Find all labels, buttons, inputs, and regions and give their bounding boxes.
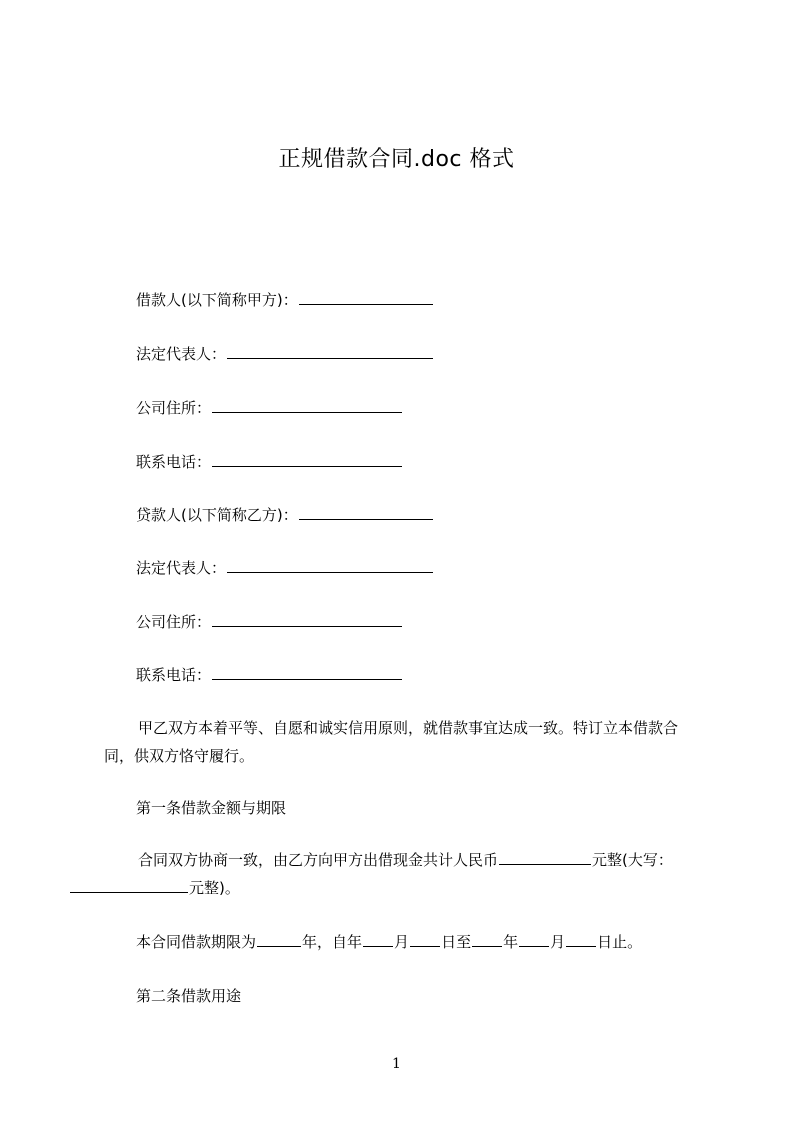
lender-address-blank[interactable]: [212, 612, 402, 627]
borrower-address-blank[interactable]: [212, 398, 402, 413]
borrower-blank[interactable]: [299, 290, 433, 305]
borrower-label: 借款人(以下简称甲方)：: [136, 291, 298, 309]
term-to-year-blank[interactable]: [472, 932, 502, 947]
borrower-phone-line: [136, 452, 403, 472]
term-to-day-label: 日止。: [597, 933, 643, 951]
lender-label: 贷款人(以下简称乙方)：: [136, 506, 298, 524]
article1-heading: 第一条借款金额与期限: [136, 799, 287, 817]
lender-line: [136, 505, 434, 525]
term-to-month-label: 月: [550, 933, 566, 951]
lender-phone-line: [136, 665, 403, 685]
borrower-rep-label: 法定代表人：: [136, 345, 227, 363]
lender-address-line: [136, 612, 403, 632]
borrower-address-label: 公司住所：: [136, 399, 212, 417]
article1-term-line: [136, 932, 642, 952]
term-from-month-label: 月: [394, 933, 410, 951]
amount-text-3: 元整)。: [189, 879, 240, 897]
article2-heading: 第二条借款用途: [136, 987, 242, 1005]
borrower-address-line: [136, 398, 403, 418]
borrower-rep-blank[interactable]: [227, 344, 433, 359]
term-from-day-label: 日至: [441, 933, 472, 951]
lender-rep-label: 法定代表人：: [136, 559, 227, 577]
term-from-month-blank[interactable]: [363, 932, 393, 947]
term-from-day-blank[interactable]: [410, 932, 440, 947]
borrower-line: [136, 290, 434, 310]
term-to-year-label: 年: [503, 933, 519, 951]
intro-paragraph: 甲乙双方本着平等、自愿和诚实信用原则，就借款事宜达成一致。特订立本借款合同，供双方恪守履行。: [104, 719, 679, 765]
amount-text-1: 合同双方协商一致，由乙方向甲方出借现金共计人民币: [138, 851, 499, 869]
lender-phone-label: 联系电话：: [136, 666, 212, 684]
term-years-blank[interactable]: [257, 932, 301, 947]
term-to-day-blank[interactable]: [566, 932, 596, 947]
lender-phone-blank[interactable]: [212, 665, 402, 680]
lender-rep-line: [136, 558, 434, 578]
article1-amount-paragraph: [104, 846, 704, 902]
borrower-phone-blank[interactable]: [212, 452, 402, 467]
lender-address-label: 公司住所：: [136, 613, 212, 631]
term-to-month-blank[interactable]: [519, 932, 549, 947]
page-number: 1: [392, 1056, 401, 1072]
amount-text-2: 元整(大写：: [592, 851, 673, 869]
document-title: 正规借款合同.doc 格式: [278, 147, 515, 172]
borrower-rep-line: [136, 344, 434, 364]
term-text-1: 本合同借款期限为: [136, 933, 257, 951]
term-from-year-label: 年: [347, 933, 363, 951]
amount-figure-blank[interactable]: [499, 850, 591, 865]
borrower-phone-label: 联系电话：: [136, 453, 212, 471]
amount-words-blank[interactable]: [70, 878, 188, 893]
lender-blank[interactable]: [299, 505, 433, 520]
term-year-label: 年，自: [302, 933, 348, 951]
lender-rep-blank[interactable]: [227, 558, 433, 573]
